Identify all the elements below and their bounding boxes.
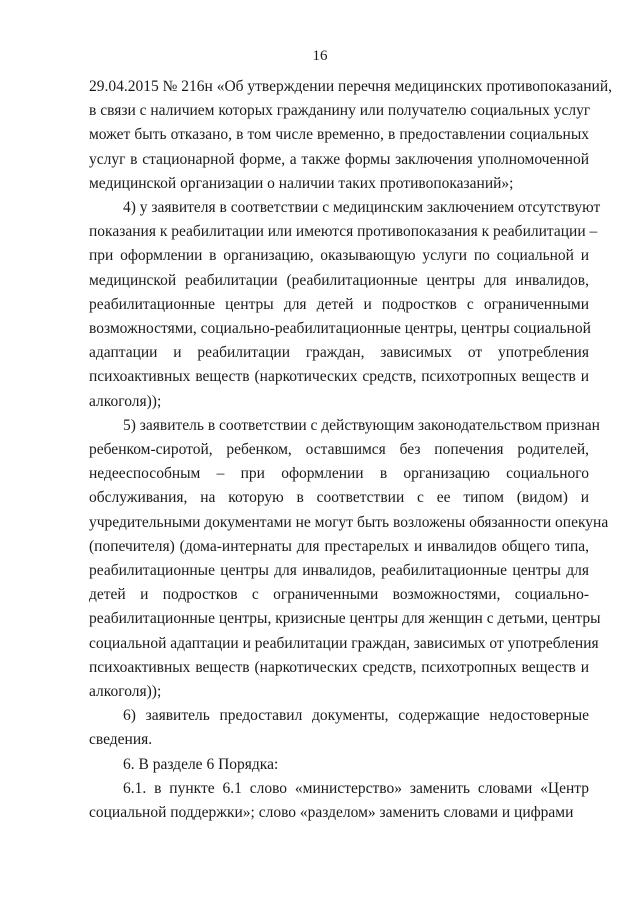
text-line: алкоголя)); [89, 392, 162, 410]
text-line: алкоголя)); [89, 683, 162, 701]
text-line: в связи с наличием которых гражданину или получателю социальных услуг [89, 102, 591, 120]
text-line: реабилитационные центры для инвалидов, реабилитационные центры для [89, 562, 589, 580]
text-line: (попечителя) (дома-интернаты для престарелых и инвалидов общего типа, [89, 537, 589, 555]
paragraph [89, 75, 613, 196]
text-line: сведения. [89, 731, 153, 749]
text-line: 6. В разделе 6 Порядка: [123, 755, 279, 773]
text-line: 29.04.2015 № 216н «Об утверждении перечня медицинских противопоказаний, [89, 78, 613, 95]
text-line: возможностями, социально-реабилитационные центры, центры социальной [89, 320, 591, 338]
text-line: 6.1. в пункте 6.1 слово «министерство» заменить словами «Центр [123, 779, 589, 797]
paragraph [89, 196, 601, 414]
paragraph [89, 777, 589, 825]
text-line: адаптации и реабилитации граждан, зависимых от употребления [89, 344, 589, 362]
paragraph [89, 704, 589, 752]
text-line: недееспособным – при оформлении в организацию социального [89, 465, 589, 483]
text-line: 5) заявитель в соответствии с действующим законодательством признан [123, 416, 600, 434]
text-line: социальной адаптации и реабилитации граждан, зависимых от употребления [89, 634, 599, 652]
text-line: обслуживания, на которую в соответствии с ее типом (видом) и [89, 489, 589, 507]
text-line: услуг в стационарной форме, а также формы заключения уполномоченной [89, 150, 589, 168]
text-line: реабилитационные центры для детей и подростков с ограниченными [89, 295, 589, 313]
text-line: может быть отказано, в том числе временно, в предоставлении социальных [89, 126, 589, 144]
paragraph [89, 414, 609, 704]
text-line: медицинской реабилитации (реабилитационные центры для инвалидов, [89, 271, 589, 289]
text-line: показания к реабилитации или имеются противопоказания к реабилитации – [89, 223, 598, 241]
text-line: социальной поддержки»; слово «разделом» заменить словами и цифрами [89, 804, 574, 822]
paragraph [89, 753, 589, 777]
text-line: ребенком-сиротой, ребенком, оставшимся без попечения родителей, [89, 441, 589, 459]
text-line: реабилитационные центры, кризисные центры для женщин с детьми, центры [89, 610, 601, 628]
text-line: психоактивных веществ (наркотических средств, психотропных веществ и [89, 658, 589, 676]
text-line: учредительными документами не могут быть возложены обязанности опекуна [89, 513, 609, 531]
page-number: 16 [312, 48, 328, 64]
text-line: медицинской организации о наличии таких противопоказаний»; [89, 174, 514, 192]
text-line: 6) заявитель предоставил документы, содержащие недостоверные [123, 707, 589, 725]
text-line: психоактивных веществ (наркотических средств, психотропных веществ и [89, 368, 589, 386]
text-line: 4) у заявителя в соответствии с медицинским заключением отсутствуют [123, 199, 601, 217]
text-line: при оформлении в организацию, оказывающую услуги по социальной и [89, 247, 589, 265]
text-line: детей и подростков с ограниченными возможностями, социально- [89, 586, 589, 604]
document-body [89, 75, 613, 825]
